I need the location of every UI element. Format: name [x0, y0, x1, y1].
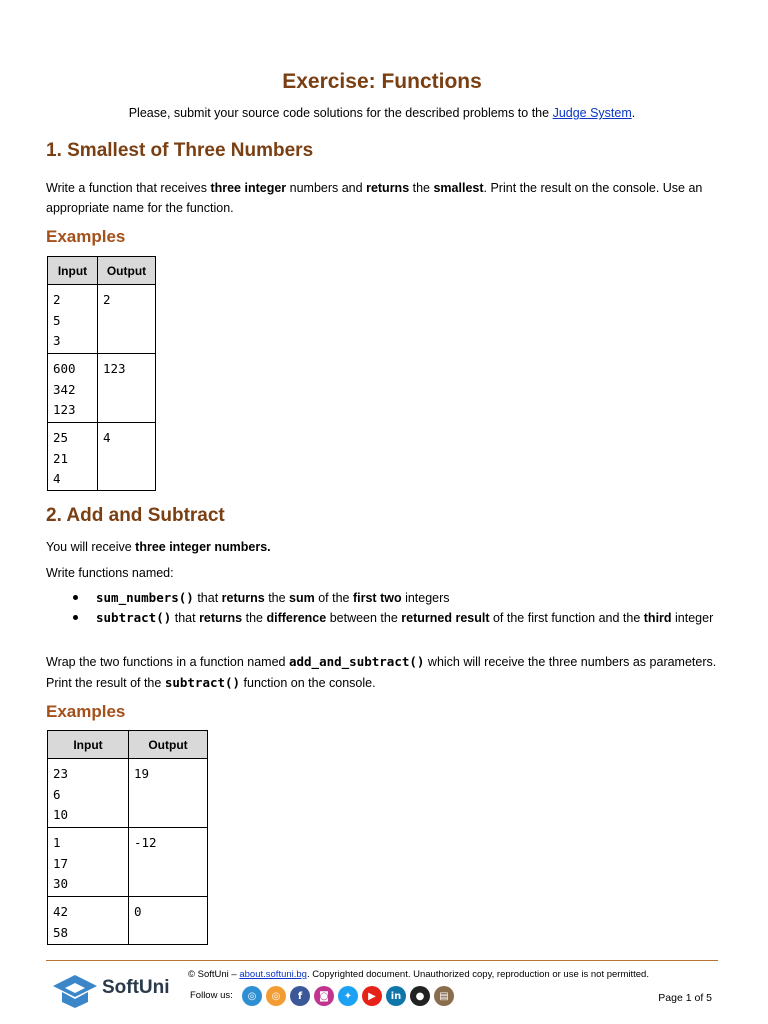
github-icon[interactable]: ● [410, 986, 430, 1006]
facebook-icon[interactable]: f [290, 986, 310, 1006]
output-value: -12 [134, 835, 157, 850]
input-value: 3 [53, 333, 61, 348]
table-row [48, 285, 156, 354]
softuni-icon[interactable]: ◎ [242, 986, 262, 1006]
input-cell [48, 285, 98, 354]
table-row [48, 423, 156, 491]
input-value: 42 [53, 904, 69, 919]
input-value: 1 [53, 835, 61, 850]
output-value: 0 [134, 904, 142, 919]
input-cell [48, 828, 129, 897]
about-softuni-link[interactable]: about.softuni.bg [239, 969, 307, 980]
problem-1-examples-table [47, 256, 156, 491]
table-row [48, 759, 208, 828]
table-header-input: Input [48, 731, 129, 759]
footer-divider [46, 960, 718, 961]
table-row [48, 897, 208, 945]
input-value: 6 [53, 786, 61, 802]
blog-icon[interactable]: ▤ [434, 986, 454, 1006]
submit-instructions [46, 106, 718, 120]
problem-2-examples-table [47, 730, 208, 945]
input-value: 600 [53, 361, 76, 376]
input-cell [48, 354, 98, 423]
follow-us-label: Follow us: [190, 990, 233, 1001]
problem-2-intro: You will receive three integer numbers. [46, 540, 271, 554]
input-cell [48, 897, 129, 945]
input-cell [48, 759, 129, 828]
output-value: 19 [134, 766, 150, 781]
output-value: 2 [103, 292, 111, 307]
output-cell [129, 897, 208, 945]
input-value: 30 [53, 876, 69, 891]
problem-2-wrap-description: Wrap the two functions in a function named add_and_subtract() which will receive the three numbers as parameters. Print the result of the subtract() function on the console. [46, 654, 717, 690]
list-item: sum_numbers() that returns the sum of the first two integers [46, 588, 718, 608]
linkedin-icon[interactable]: in [386, 986, 406, 1006]
input-value: 58 [53, 924, 69, 940]
social-links [242, 986, 454, 1008]
input-value: 5 [53, 312, 61, 328]
output-cell [129, 759, 208, 828]
table-row [48, 828, 208, 897]
table-header-input: Input [48, 257, 98, 285]
problem-2-heading: 2. Add and Subtract [46, 505, 225, 526]
input-value: 10 [53, 807, 69, 822]
output-cell [98, 354, 156, 423]
table-header-output: Output [98, 257, 156, 285]
output-cell [98, 285, 156, 354]
subtitle-text: Please, submit your source code solutions for the described problems to the [128, 106, 553, 120]
output-cell [98, 423, 156, 491]
problem-1-description: Write a function that receives three integer numbers and returns the smallest. Print the result on the console. Use an appropriate name for the function. [46, 181, 703, 215]
table-header-output: Output [129, 731, 208, 759]
output-value: 4 [103, 430, 111, 445]
input-value: 4 [53, 471, 61, 486]
document-page [46, 0, 718, 1024]
softuni-creative-icon[interactable]: ◎ [266, 986, 286, 1006]
youtube-icon[interactable]: ▶ [362, 986, 382, 1006]
table-row [48, 354, 156, 423]
input-value: 21 [53, 450, 69, 466]
judge-system-link[interactable]: Judge System [552, 106, 632, 120]
page-title: Exercise: Functions [282, 70, 482, 93]
output-cell [129, 828, 208, 897]
instagram-icon[interactable]: ◙ [314, 986, 334, 1006]
input-value: 17 [53, 855, 69, 871]
problem-2-examples-heading: Examples [46, 702, 126, 721]
softuni-logo-text: SoftUni [102, 977, 170, 998]
output-value: 123 [103, 361, 126, 376]
input-cell [48, 423, 98, 491]
list-item: subtract() that returns the difference between the returned result of the first function and the third integer [46, 608, 718, 628]
input-value: 342 [53, 381, 76, 397]
functions-list [46, 588, 718, 628]
input-value: 2 [53, 292, 61, 307]
twitter-icon[interactable]: ✦ [338, 986, 358, 1006]
input-value: 23 [53, 766, 69, 781]
problem-1-examples-heading: Examples [46, 227, 126, 246]
page-number: Page 1 of 5 [658, 992, 712, 1004]
problem-1-heading: 1. Smallest of Three Numbers [46, 140, 314, 161]
copyright-notice: © SoftUni – about.softuni.bg. Copyrighted document. Unauthorized copy, reproduction or use is not permitted. [188, 969, 649, 980]
problem-2-functions-intro: Write functions named: [46, 566, 174, 580]
subtitle-end: . [631, 106, 636, 120]
input-value: 123 [53, 402, 76, 417]
input-value: 25 [53, 430, 69, 445]
